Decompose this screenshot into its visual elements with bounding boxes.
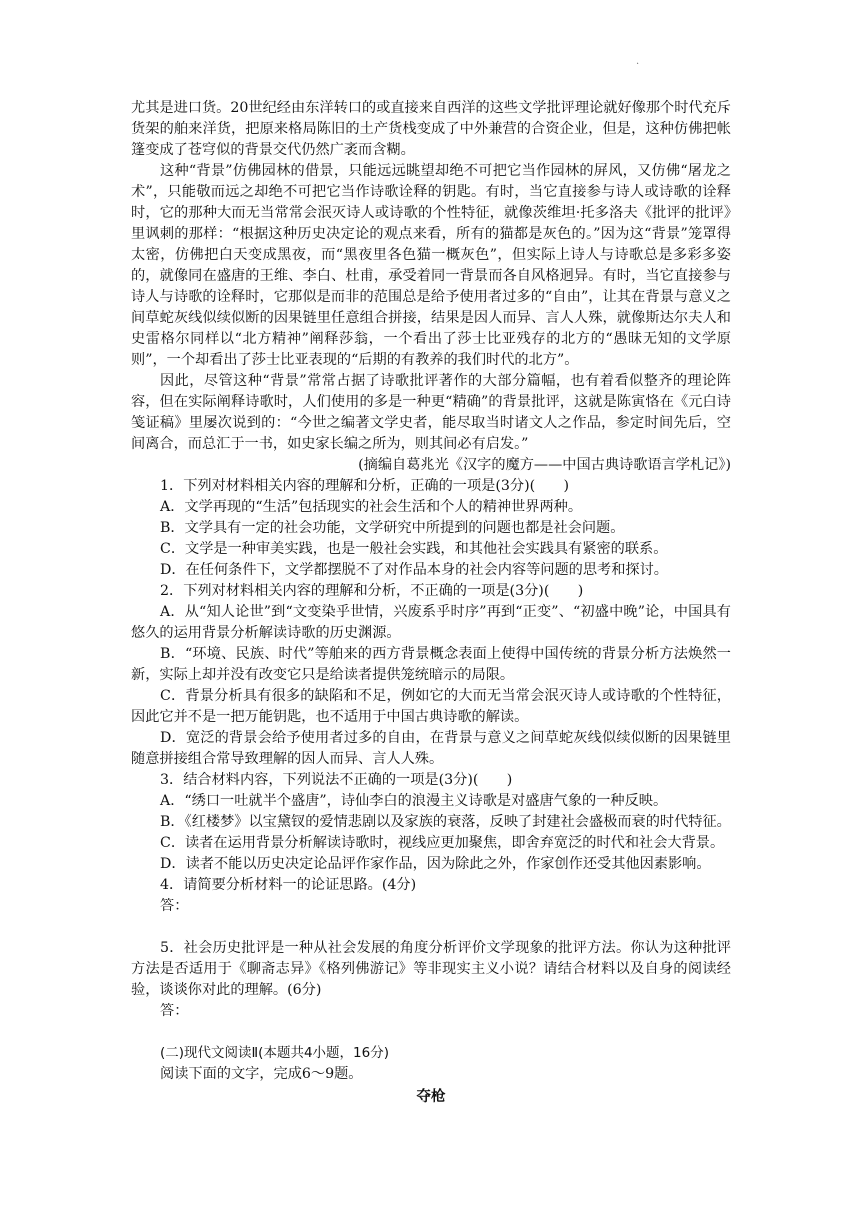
passage-paragraph-2: 这种“背景”仿佛园林的借景，只能远远眺望却绝不可把它当作园林的屏风，又仿佛“屠龙之术”，只能敬而远之却绝不可把它当作诗歌诠释的钥匙。有时，当它直接参与诗人或诗歌的诠释时，它的那种大而无当常常会泯灭诗人或诗歌的个性特征，就像茨维坦·托多洛夫《批评的批评》里讽刺的那样：“根据这种历史决定论的观点来看，所有的猫都是灰色的。”因为这“背景”笼罩得太密，仿佛把白天变成黑夜，而“黑夜里各色猫一概灰色”，但实际上诗人与诗歌总是多彩多姿的，就像同在盛唐的王维、李白、杜甫，承受着同一背景而各自风格迥异。有时，当它直接参与诗人与诗歌的诠释时，它那似是而非的范围总是给予使用者过多的“自由”，让其在背景与意义之间草蛇灰线似续似断的因果链里任意组合拼接，结果是因人而异、言人人殊，就像斯达尔夫人和史雷格尔同样以“北方精神”阐释莎翁，一个看出了莎士比亚残存的北方的“愚昧无知的文学原则”，一个却看出了莎士比亚表现的“后期的有教养的我们时代的北方”。 [131, 163, 731, 368]
question-5-stem: 5．社会历史批评是一种从社会发展的角度分析评价文学现象的批评方法。你认为这种批评方法是否适用于《聊斋志异》《格列佛游记》等非现实主义小说？请结合材料以及自身的阅读经验，谈谈你对此的理解。(6分) [131, 940, 731, 998]
question-2-stem: 2．下列对材料相关内容的理解和分析，不正确的一项是(3分)( ) [160, 583, 584, 599]
question-1-option-d: D．在任何条件下，文学都摆脱不了对作品本身的社会内容等问题的思考和探讨。 [160, 562, 668, 578]
question-4-answer-label: 答： [160, 898, 189, 914]
section-2-instruction: 阅读下面的文字，完成6～9题。 [160, 1066, 363, 1082]
question-3-option-c: C．读者在运用背景分析解读诗歌时，视线应更加聚焦，即舍弃宽泛的时代和社会大背景。 [160, 835, 725, 851]
answer-space-5 [131, 1022, 731, 1043]
question-3-option-a: A．“绣口一吐就半个盛唐”，诗仙李白的浪漫主义诗歌是对盛唐气象的一种反映。 [160, 793, 668, 809]
answer-space-4 [131, 917, 731, 938]
story-title: 夺枪 [416, 1089, 446, 1105]
question-2-option-c: C．背景分析具有很多的缺陷和不足，例如它的大而无当常会泯灭诗人或诗歌的个性特征，因此它并不是一把万能钥匙，也不适用于中国古典诗歌的解读。 [131, 688, 731, 725]
question-1-option-a: A．文学再现的“生活”包括现实的社会生活和个人的精神世界两种。 [160, 499, 583, 515]
question-2-option-b: B．“环境、民族、时代”等舶来的西方背景概念表面上使得中国传统的背景分析方法焕然一新，实际上却并没有改变它只是给读者提供笼统暗示的局限。 [131, 646, 731, 683]
header-dot: . [636, 56, 640, 67]
question-5-answer-label: 答： [160, 1003, 189, 1019]
question-4-stem: 4．请简要分析材料一的论证思路。(4分) [160, 877, 417, 893]
passage-paragraph-1: 尤其是进口货。20世纪经由东洋转口的或直接来自西洋的这些文学批评理论就好像那个时代充斥货架的舶来洋货，把原来格局陈旧的土产货栈变成了中外兼营的合资企业，但是，这种仿佛把帐篷变成了苍穹似的背景交代仍然广袤而含糊。 [131, 100, 731, 158]
passage-source: (摘编自葛兆光《汉字的魔方——中国古典诗歌语言学札记》) [358, 457, 731, 473]
question-1-stem: 1．下列对材料相关内容的理解和分析，正确的一项是(3分)( ) [160, 478, 570, 494]
question-2-option-d: D．宽泛的背景会给予使用者过多的自由，在背景与意义之间草蛇灰线似续似断的因果链里随意拼接组合常导致理解的因人而异、言人人殊。 [131, 730, 731, 767]
section-2-heading: (二)现代文阅读Ⅱ(本题共4小题，16分) [160, 1045, 389, 1061]
question-1-option-c: C．文学是一种审美实践，也是一般社会实践，和其他社会实践具有紧密的联系。 [160, 541, 668, 557]
question-3-stem: 3．结合材料内容，下列说法不正确的一项是(3分)( ) [160, 772, 513, 788]
document-body [131, 98, 731, 1108]
question-3-option-d: D．读者不能以历史决定论品评作家作品，因为除此之外，作家创作还受其他因素影响。 [160, 856, 711, 872]
question-3-option-b: B．《红楼梦》以宝黛钗的爱情悲剧以及家族的衰落，反映了封建社会盛极而衰的时代特征。 [160, 814, 731, 830]
passage-paragraph-3: 因此，尽管这种“背景”常常占据了诗歌批评著作的大部分篇幅，也有着看似整齐的理论阵容，但在实际阐释诗歌时，人们使用的多是一种更“精确”的背景批评，这就是陈寅恪在《元白诗笺证稿》里屡次说到的：“今世之编著文学史者，能尽取当时诸文人之作品，参定时间先后，空间离合，而总汇于一书，如史家长编之所为，则其间必有启发。” [131, 373, 731, 452]
question-2-option-a: A．从“知人论世”到“文变染乎世情，兴废系乎时序”再到“正变”、“初盛中晚”论，中国具有悠久的运用背景分析解读诗歌的历史渊源。 [131, 604, 731, 641]
question-1-option-b: B．文学具有一定的社会功能，文学研究中所提到的问题也都是社会问题。 [160, 520, 625, 536]
